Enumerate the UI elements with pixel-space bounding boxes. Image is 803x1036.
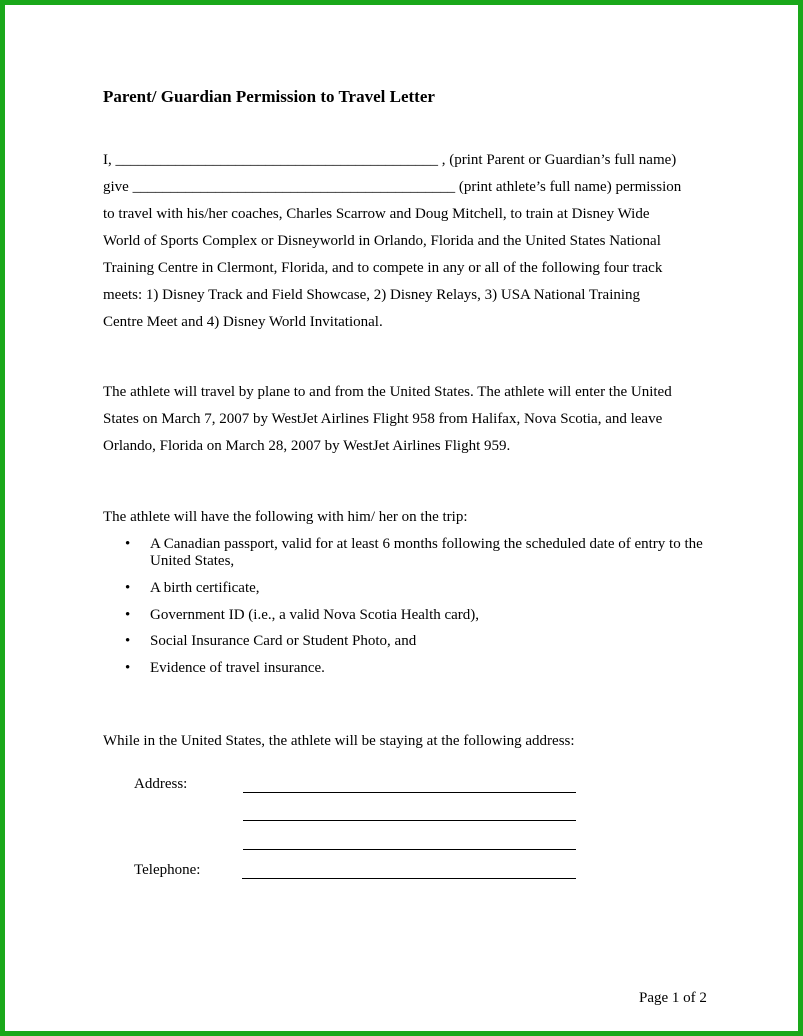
list-item-text: A Canadian passport, valid for at least 6 months following the scheduled date of entry to the United States, xyxy=(150,536,703,569)
paragraph1-line: meets: 1) Disney Track and Field Showcase, 2) Disney Relays, 3) USA National Training xyxy=(103,287,641,303)
telephone-label: Telephone: xyxy=(134,862,201,878)
paragraph2-line: States on March 7, 2007 by WestJet Airlines Flight 958 from Halifax, Nova Scotia, and leave xyxy=(103,411,663,427)
items-list xyxy=(103,536,713,680)
items-intro: The athlete will have the following with him/ her on the trip: xyxy=(103,509,468,525)
paragraph1-line: I, ___________________________________________ , (print Parent or Guardian’s full name) xyxy=(103,152,677,168)
address-line-2[interactable] xyxy=(243,820,576,821)
document-title: Parent/ Guardian Permission to Travel Letter xyxy=(103,87,435,106)
page-number: Page 1 of 2 xyxy=(639,990,707,1006)
paragraph2-line: Orlando, Florida on March 28, 2007 by WestJet Airlines Flight 959. xyxy=(103,438,511,454)
list-item xyxy=(103,633,713,660)
paragraph1-line: give ___________________________________________ (print athlete’s full name) permission xyxy=(103,179,682,195)
paragraph1-line: to travel with his/her coaches, Charles Scarrow and Doug Mitchell, to train at Disney Wide xyxy=(103,206,650,222)
paragraph1-line: Centre Meet and 4) Disney World Invitational. xyxy=(103,314,383,330)
list-item-text: Social Insurance Card or Student Photo, and xyxy=(150,633,417,649)
address-line-3[interactable] xyxy=(243,849,576,850)
address-intro: While in the United States, the athlete will be staying at the following address: xyxy=(103,733,575,749)
paragraph1-line: World of Sports Complex or Disneyworld in Orlando, Florida and the United States National xyxy=(103,233,661,249)
bullet-icon: • xyxy=(125,536,131,552)
address-line-1[interactable] xyxy=(243,792,576,793)
list-item xyxy=(103,580,713,607)
bullet-icon: • xyxy=(125,660,131,676)
list-item xyxy=(103,660,713,680)
list-item-text: Evidence of travel insurance. xyxy=(150,660,325,676)
telephone-line[interactable] xyxy=(242,878,576,879)
bullet-icon: • xyxy=(125,580,131,596)
list-item-text: Government ID (i.e., a valid Nova Scotia Health card), xyxy=(150,607,480,623)
bullet-icon: • xyxy=(125,607,131,623)
paragraph2-line: The athlete will travel by plane to and from the United States. The athlete will enter the United xyxy=(103,384,672,400)
list-item xyxy=(103,536,713,580)
address-label: Address: xyxy=(134,776,188,792)
list-item xyxy=(103,607,713,633)
bullet-icon: • xyxy=(125,633,131,649)
paragraph1-line: Training Centre in Clermont, Florida, and to compete in any or all of the following four track xyxy=(103,260,663,276)
list-item-text: A birth certificate, xyxy=(150,580,260,596)
